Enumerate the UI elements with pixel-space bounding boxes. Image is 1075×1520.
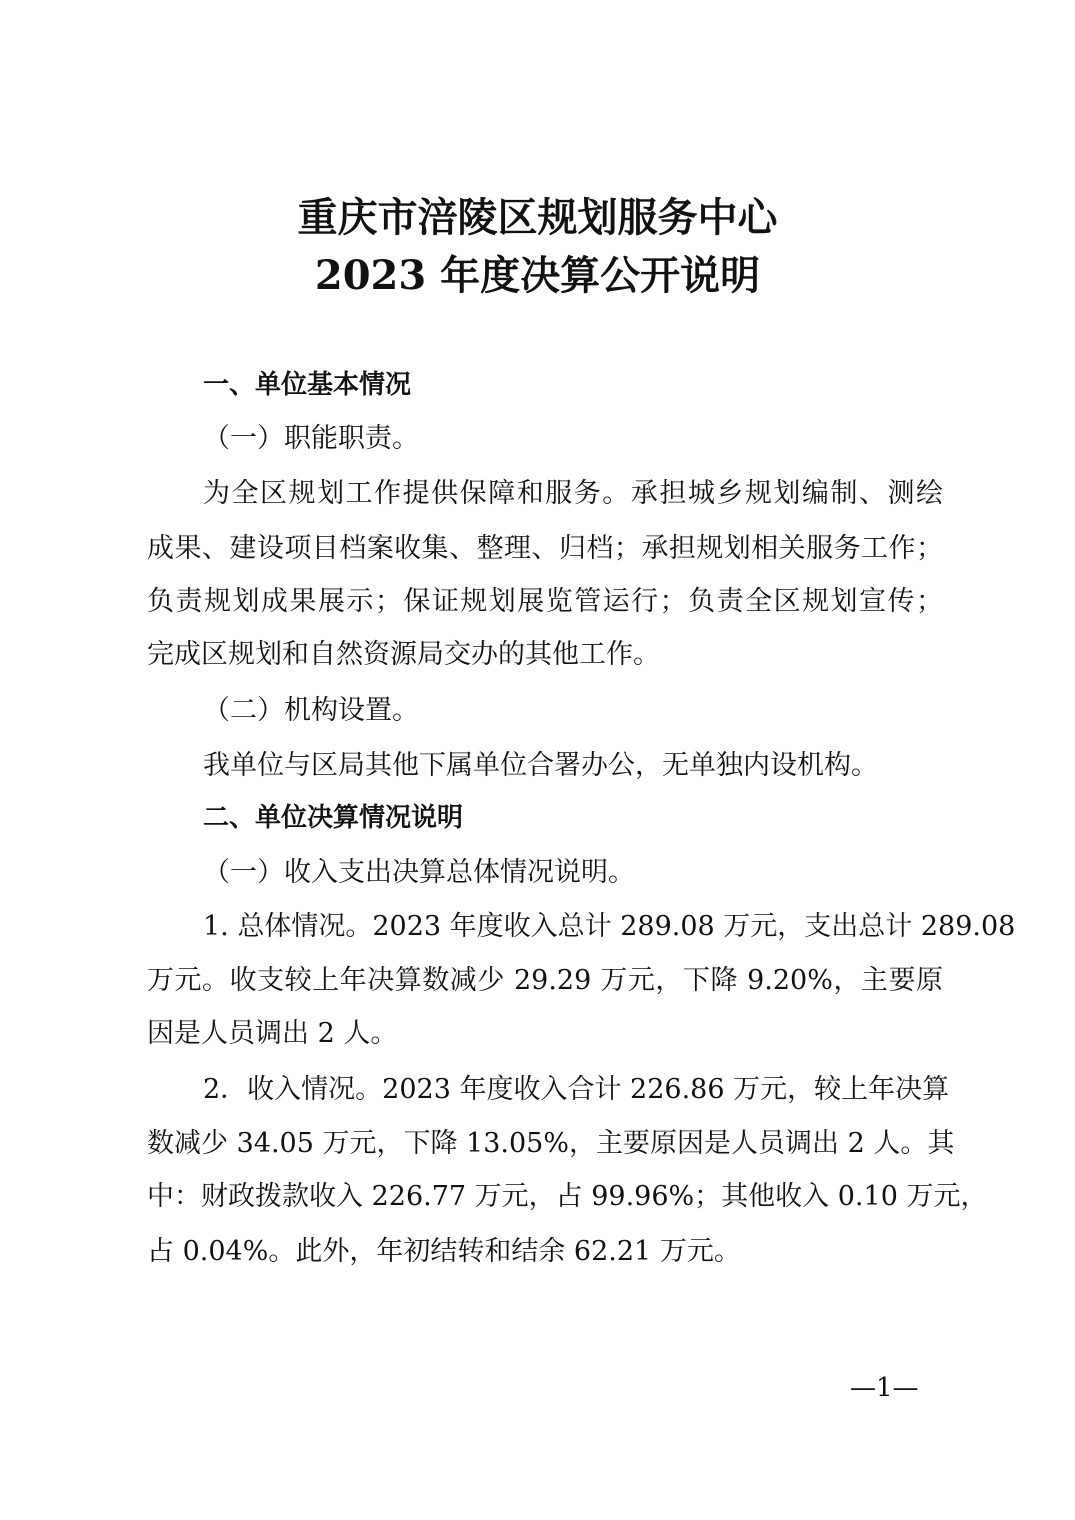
paragraph-line: 因是人员调出 2 人。 — [147, 1018, 398, 1049]
paragraph-line: 1. 总体情况。2023 年度收入总计 289.08 万元，支出总计 289.08 — [203, 911, 1016, 942]
paragraph-line: 中：财政拨款收入 226.77 万元，占 99.96%；其他收入 0.10 万元， — [147, 1181, 988, 1212]
section-2-heading: 二、单位决算情况说明 — [203, 803, 464, 833]
paragraph-line: 万元。收支较上年决算数减少 29.29 万元，下降 9.20%，主要原 — [147, 965, 943, 996]
paragraph-line: 负责规划成果展示；保证规划展览管运行；负责全区规划宣传； — [147, 586, 943, 617]
paragraph-line: 占 0.04%。此外，年初结转和结余 62.21 万元。 — [147, 1236, 741, 1267]
page-number: —1— — [850, 1373, 919, 1403]
paragraph-line: 2．收入情况。2023 年度收入合计 226.86 万元，较上年决算 — [203, 1074, 950, 1105]
paragraph-line: 数减少 34.05 万元，下降 13.05%，主要原因是人员调出 2 人。其 — [147, 1128, 955, 1159]
paragraph-line: 为全区规划工作提供保障和服务。承担城乡规划编制、测绘 — [203, 478, 943, 509]
paragraph-line: 成果、建设项目档案收集、整理、归档；承担规划相关服务工作； — [147, 533, 943, 564]
section-2-sub-1-heading: （一）收入支出决算总体情况说明。 — [203, 857, 635, 888]
document-title-line2: 2023 年度决算公开说明 — [314, 252, 761, 299]
section-1-sub-1-heading: （一）职能职责。 — [203, 423, 419, 454]
section-1-sub-2-heading: （二）机构设置。 — [203, 695, 419, 726]
section-1-heading: 一、单位基本情况 — [203, 370, 412, 400]
paragraph-line: 我单位与区局其他下属单位合署办公，无单独内设机构。 — [203, 750, 878, 781]
document-title-line1: 重庆市涪陵区规划服务中心 — [297, 194, 778, 241]
paragraph-line: 完成区规划和自然资源局交办的其他工作。 — [147, 639, 660, 670]
